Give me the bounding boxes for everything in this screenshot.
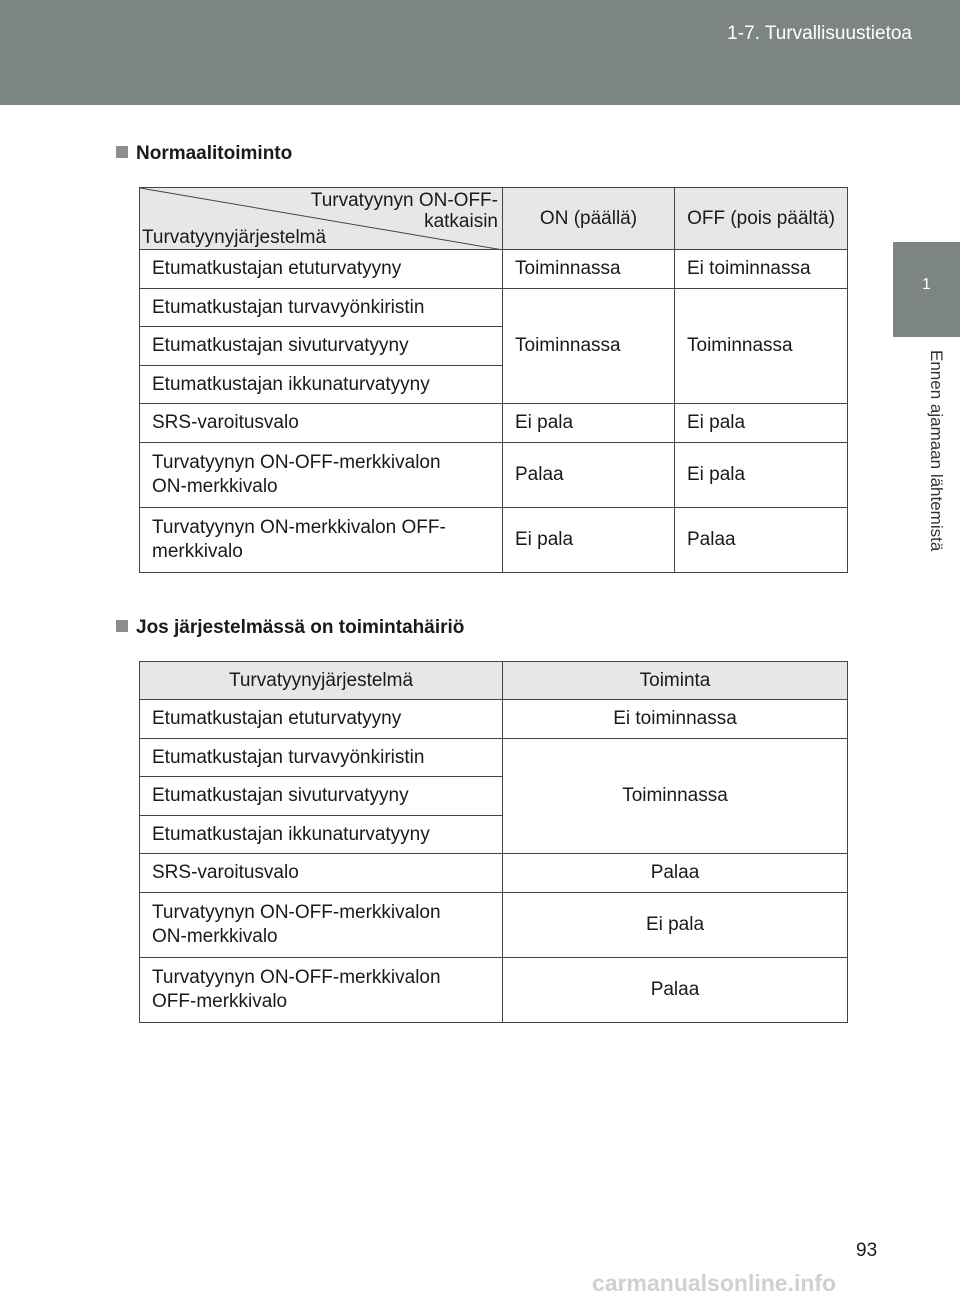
off-value: Ei toiminnassa bbox=[675, 250, 848, 289]
table-row bbox=[140, 739, 848, 777]
action-value: Ei pala bbox=[503, 893, 848, 958]
action-value: Palaa bbox=[503, 958, 848, 1023]
square-bullet-icon bbox=[116, 620, 128, 632]
section-heading-text: Jos järjestelmässä on toimintahäiriö bbox=[136, 617, 465, 638]
row-label: Etumatkustajan turvavyönkiristin bbox=[140, 289, 503, 327]
malfunction-table bbox=[139, 661, 848, 1023]
table-row bbox=[140, 250, 848, 289]
table-header-row bbox=[140, 188, 848, 250]
table-row bbox=[140, 404, 848, 443]
system-header-label: Turvatyynyjärjestelmä bbox=[142, 227, 327, 248]
row-label: Turvatyynyn ON-merkkivalon OFF- merkkivalo bbox=[140, 508, 503, 573]
action-value: Toiminnassa bbox=[503, 739, 848, 854]
row-label: Etumatkustajan ikkunaturvatyyny bbox=[140, 816, 503, 854]
table-row bbox=[140, 289, 848, 327]
row-label: Etumatkustajan sivuturvatyyny bbox=[140, 327, 503, 366]
section-heading-text: Normaalitoiminto bbox=[136, 143, 293, 164]
row-label: Etumatkustajan sivuturvatyyny bbox=[140, 777, 503, 816]
square-bullet-icon bbox=[116, 146, 128, 158]
page-header-bar bbox=[0, 0, 960, 105]
table-row bbox=[140, 508, 848, 573]
section-heading-malfunction bbox=[116, 617, 464, 639]
row-label: Etumatkustajan etuturvatyyny bbox=[140, 700, 503, 739]
row-label: Etumatkustajan ikkunaturvatyyny bbox=[140, 366, 503, 404]
action-value: Ei toiminnassa bbox=[503, 700, 848, 739]
on-value: Ei pala bbox=[503, 404, 675, 443]
row-label: Turvatyynyn ON-OFF-merkkivalon ON-merkkivalo bbox=[140, 443, 503, 508]
table-header-row bbox=[140, 662, 848, 700]
on-value: Toiminnassa bbox=[503, 289, 675, 404]
page-number: 93 bbox=[856, 1240, 878, 1261]
table-row bbox=[140, 700, 848, 739]
off-value: Toiminnassa bbox=[675, 289, 848, 404]
section-title: 1-7. Turvallisuustietoa bbox=[727, 23, 912, 44]
on-value: Ei pala bbox=[503, 508, 675, 573]
column-header-action: Toiminta bbox=[503, 662, 848, 700]
row-label: SRS-varoitusvalo bbox=[140, 854, 503, 893]
off-value: Palaa bbox=[675, 508, 848, 573]
table-row bbox=[140, 443, 848, 508]
action-value: Palaa bbox=[503, 854, 848, 893]
watermark-text: carmanualsonline.info bbox=[592, 1270, 837, 1296]
row-label: Etumatkustajan turvavyönkiristin bbox=[140, 739, 503, 777]
column-header-on: ON (päällä) bbox=[503, 188, 675, 250]
table-row bbox=[140, 893, 848, 958]
chapter-tab bbox=[893, 242, 960, 337]
section-heading-normal bbox=[116, 143, 292, 165]
row-label: SRS-varoitusvalo bbox=[140, 404, 503, 443]
chapter-label: Ennen ajamaan lähtemistä bbox=[927, 350, 946, 552]
table-row bbox=[140, 958, 848, 1023]
column-header-system: Turvatyynyjärjestelmä bbox=[140, 662, 503, 700]
row-label: Turvatyynyn ON-OFF-merkkivalon ON-merkkivalo bbox=[140, 893, 503, 958]
switch-header-label: Turvatyynyn ON-OFF- katkaisin bbox=[310, 190, 498, 232]
chapter-number: 1 bbox=[922, 276, 931, 293]
column-header-off: OFF (pois päältä) bbox=[675, 188, 848, 250]
diagonal-header-cell bbox=[140, 188, 503, 250]
on-value: Toiminnassa bbox=[503, 250, 675, 289]
table-row bbox=[140, 854, 848, 893]
off-value: Ei pala bbox=[675, 404, 848, 443]
off-value: Ei pala bbox=[675, 443, 848, 508]
normal-operation-table bbox=[139, 187, 848, 573]
row-label: Turvatyynyn ON-OFF-merkkivalon OFF-merkkivalo bbox=[140, 958, 503, 1023]
on-value: Palaa bbox=[503, 443, 675, 508]
row-label: Etumatkustajan etuturvatyyny bbox=[140, 250, 503, 289]
